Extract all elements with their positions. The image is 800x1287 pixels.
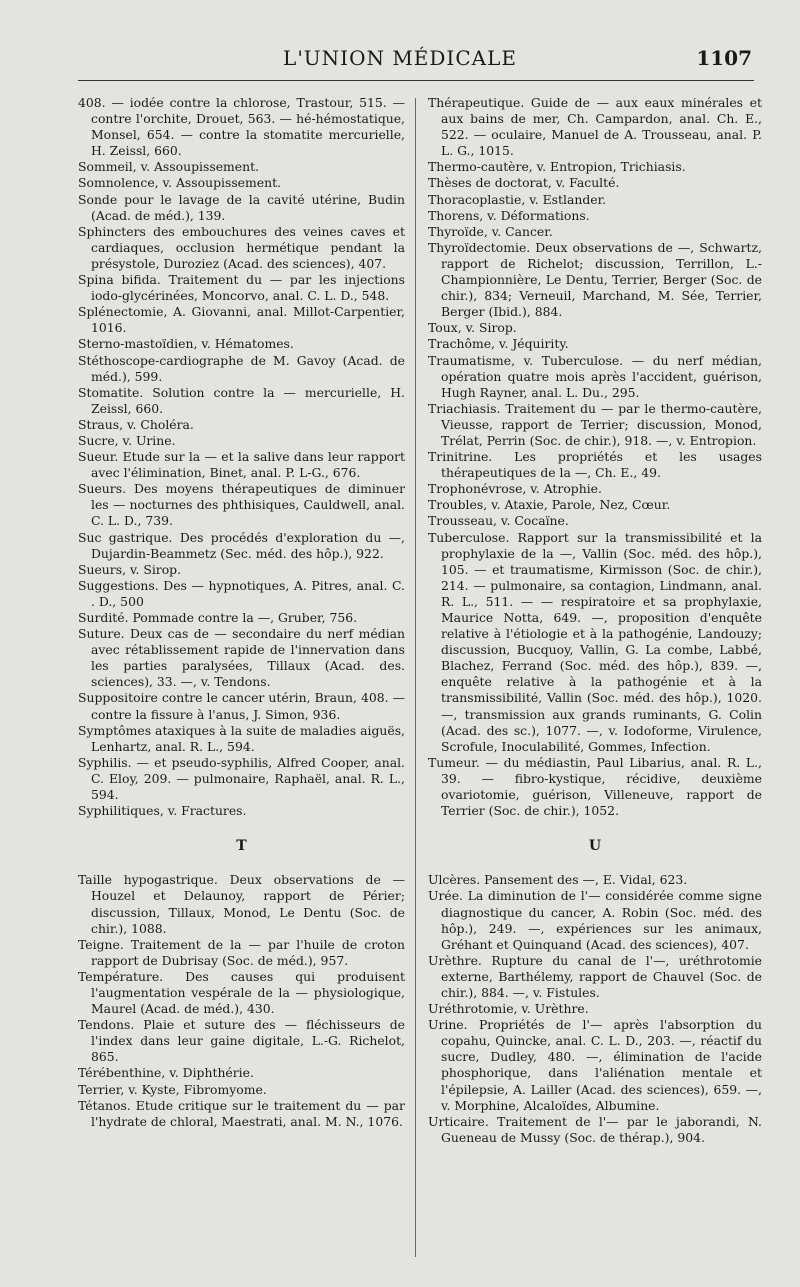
index-entry: Symptômes ataxiques à la suite de maladies aiguës, Lenhartz, anal. R. L., 594. — [78, 722, 405, 754]
index-entry: Terrier, v. Kyste, Fibromyome. — [78, 1081, 267, 1097]
index-entry: Stomatite. Solution contre la — mercurielle, H. Zeissl, 660. — [78, 384, 405, 416]
index-entry: Syphilitiques, v. Fractures. — [78, 803, 247, 819]
index-entry: Sommeil, v. Assoupissement. — [78, 159, 260, 175]
entries-u — [428, 872, 762, 1146]
entries-t — [78, 872, 405, 1130]
index-entry: Sterno-mastoïdien, v. Hématomes. — [78, 336, 294, 352]
column-divider — [415, 98, 416, 1257]
index-entry: Sueurs, v. Sirop. — [78, 561, 182, 577]
index-entry: Suppositoire contre le cancer utérin, Braun, 408. — contre la fissure à l'anus, J. Simon, 936. — [78, 690, 405, 722]
index-entry: Sueurs. Des moyens thérapeutiques de diminuer les — nocturnes des phthisiques, Cauldwell, anal. C. L. D., 739. — [78, 481, 405, 529]
index-entry: Thermo-cautère, v. Entropion, Trichiasis. — [428, 159, 686, 175]
index-entry: Triachiasis. Traitement du — par le thermo-cautère, Vieusse, rapport de Terrier; discussion, Monod, Trélat, Perrin (Soc. de chir.), 918. —, v. Entropion. — [428, 400, 762, 448]
index-entry: Troubles, v. Ataxie, Parole, Nez, Cœur. — [428, 497, 671, 513]
index-entry: Sonde pour le lavage de la cavité utérine, Budin (Acad. de méd.), 139. — [78, 191, 405, 223]
index-entry: Température. Des causes qui produisent l'augmentation vespérale de la — physiologique, Maurel (Acad. de méd.), 430. — [78, 968, 405, 1017]
index-entry: Trophonévrose, v. Atrophie. — [428, 481, 602, 497]
running-title: L'UNION MÉDICALE — [283, 46, 517, 70]
index-entry: Urine. Propriétés de l'— après l'absorption du copahu, Quincke, anal. C. L. D., 203. —, réactif du sucre, Dudley, 480. —, élimination de l'acide phosphorique, dans l'aliénation mentale et l'épilepsie, A. Lailler (Acad. des sciences), 659. —, v. Morphine, Alcaloïdes, Albumine. — [428, 1017, 762, 1113]
index-entry: Stéthoscope-cardiographe de M. Gavoy (Acad. de méd.), 599. — [78, 352, 405, 384]
page-number: 1107 — [696, 46, 752, 70]
index-entry: Tuberculose. Rapport sur la transmissibilité et la prophylaxie de la —, Vallin (Soc. méd. des hôp.), 105. — et traumatisme, Kirmisson (Soc. de chir.), 214. — pulmonaire, sa contagion, Lindmann, anal. R. L., 511. — — respiratoire et sa prophylaxie, Maurice Notta, 649. —, proposition d'enquête relative à l'étiologie et à la pathogénie, Landouzy; discussion, Bucquoy, Vallin, G. La combe, Labbé, Blachez, Ferrand (Soc. méd. des hôp.), 839. —, enquête relative à la pathogénie et à la transmissibilité, Vallin (Soc. méd. des hôp.), 1020. —, transmission aux grands ruminants, G. Colin (Acad. des sc.), 1077. —, v. Iodoforme, Virulence, Scrofule, Inoculabilité, Gommes, Infection. — [428, 529, 762, 754]
index-entry: Traumatisme, v. Tuberculose. — du nerf médian, opération quatre mois après l'accident, guérison, Hugh Rayner, anal. L. Du., 295. — [428, 352, 762, 400]
index-entry: Sucre, v. Urine. — [78, 432, 176, 448]
index-entry: Syphilis. — et pseudo-syphilis, Alfred Cooper, anal. C. Eloy, 209. — pulmonaire, Raphaël, anal. R. L., 594. — [78, 754, 405, 803]
index-entry: Trachôme, v. Jéquirity. — [428, 336, 569, 352]
index-entry: Térébenthine, v. Diphthérie. — [78, 1065, 254, 1081]
index-entry: Suggestions. Des — hypnotiques, A. Pitres, anal. C. . D., 500 — [78, 577, 405, 609]
index-entry: Thèses de doctorat, v. Faculté. — [428, 175, 620, 191]
left-column — [78, 95, 405, 1267]
index-entry: Toux, v. Sirop. — [428, 320, 517, 336]
index-entry: Sueur. Etude sur la — et la salive dans leur rapport avec l'élimination, Binet, anal. P. L-G., 676. — [78, 449, 405, 481]
index-entry: Somnolence, v. Assoupissement. — [78, 175, 281, 191]
index-entry: Surdité. Pommade contre la —, Gruber, 756. — [78, 610, 358, 625]
index-entry: Thérapeutique. Guide de — aux eaux minérales et aux bains de mer, Ch. Campardon, anal. Ch. E., 522. — oculaire, Manuel de A. Trousseau, anal. P. L. G., 1015. — [428, 95, 762, 159]
index-entry: Sphincters des embouchures des veines caves et cardiaques, occlusion hermétique pendant la présystole, Duroziez (Acad. des sciences), 407. — [78, 223, 405, 271]
index-entry: Uréthrotomie, v. Urèthre. — [428, 1001, 589, 1017]
index-entry: Teigne. Traitement de la — par l'huile de croton rapport de Dubrisay (Soc. de méd.), 957. — [78, 936, 405, 968]
index-entry: Trinitrine. Les propriétés et les usages thérapeutiques de la —, Ch. E., 49. — [428, 449, 762, 481]
index-entry: Tendons. Plaie et suture des — fléchisseurs de l'index dans leur gaine digitale, L.-G. Richelot, 865. — [78, 1017, 405, 1065]
section-heading-u: U — [588, 838, 602, 855]
index-entry: Thoracoplastie, v. Estlander. — [428, 191, 607, 207]
index-entry: Urèthre. Rupture du canal de l'—, uréthrotomie externe, Barthélemy, rapport de Chauvel (Soc. de chir.), 884. —, v. Fistules. — [428, 952, 762, 1000]
index-entry: Splénectomie, A. Giovanni, anal. Millot-Carpentier, 1016. — [78, 304, 405, 336]
section-heading-t: T — [236, 838, 247, 855]
right-column — [428, 95, 762, 1267]
index-entry: Suture. Deux cas de — secondaire du nerf médian avec rétablissement rapide de l'innervation dans les parties paralysées, Tillaux (Acad. des. sciences), 33. —, v. Tendons. — [78, 626, 405, 690]
index-entry: Taille hypogastrique. Deux observations de — Houzel et Delaunoy, rapport de Périer; discussion, Tillaux, Monod, Le Dentu (Soc. de chir.), 1088. — [78, 872, 405, 936]
header-rule — [78, 80, 754, 81]
entries-s-continued — [78, 95, 405, 819]
index-entry: Thorens, v. Déformations. — [428, 207, 590, 223]
index-entry: Suc gastrique. Des procédés d'exploration du —, Dujardin-Beammetz (Sec. méd. des hôp.), 922. — [78, 529, 405, 561]
index-entry: 408. — iodée contre la chlorose, Trastour, 515. — contre l'orchite, Drouet, 563. — hé-hémostatique, Monsel, 654. — contre la stomatite mercurielle, H. Zeissl, 660. — [78, 95, 405, 159]
index-entry: Spina bifida. Traitement du — par les injections iodo-glycérinées, Moncorvo, anal. C. L. D., 548. — [78, 272, 405, 304]
index-entry: Tétanos. Etude critique sur le traitement du — par l'hydrate de chloral, Maestrati, anal. M. N., 1076. — [78, 1097, 405, 1129]
index-entry: Thyroïdectomie. Deux observations de —, Schwartz, rapport de Richelot; discussion, Terrillon, L.-Championnière, Le Dentu, Terrier, Berger (Soc. de chir.), 834; Verneuil, Marchand, M. Sée, Terrier, Berger (Ibid.), 884. — [428, 239, 762, 320]
index-entry: Straus, v. Choléra. — [78, 416, 194, 432]
index-entry: Urticaire. Traitement de l'— par le jaborandi, N. Gueneau de Mussy (Soc. de thérap.), 904. — [428, 1113, 762, 1145]
index-entry: Trousseau, v. Cocaïne. — [428, 513, 569, 529]
index-entry: Thyroïde, v. Cancer. — [428, 223, 553, 239]
entries-t-continued — [428, 95, 762, 819]
index-entry: Ulcères. Pansement des —, E. Vidal, 623. — [428, 872, 688, 888]
index-entry: Urée. La diminution de l'— considérée comme signe diagnostique du cancer, A. Robin (Soc. méd. des hôp.), 249. —, expériences sur les animaux, Gréhant et Quinquand (Acad. des sciences), 407. — [428, 888, 762, 952]
index-entry: Tumeur. — du médiastin, Paul Libarius, anal. R. L., 39. — fibro-kystique, récidive, deuxième ovariotomie, guérison, Villeneuve, rapport de Terrier (Soc. de chir.), 1052. — [428, 754, 762, 819]
